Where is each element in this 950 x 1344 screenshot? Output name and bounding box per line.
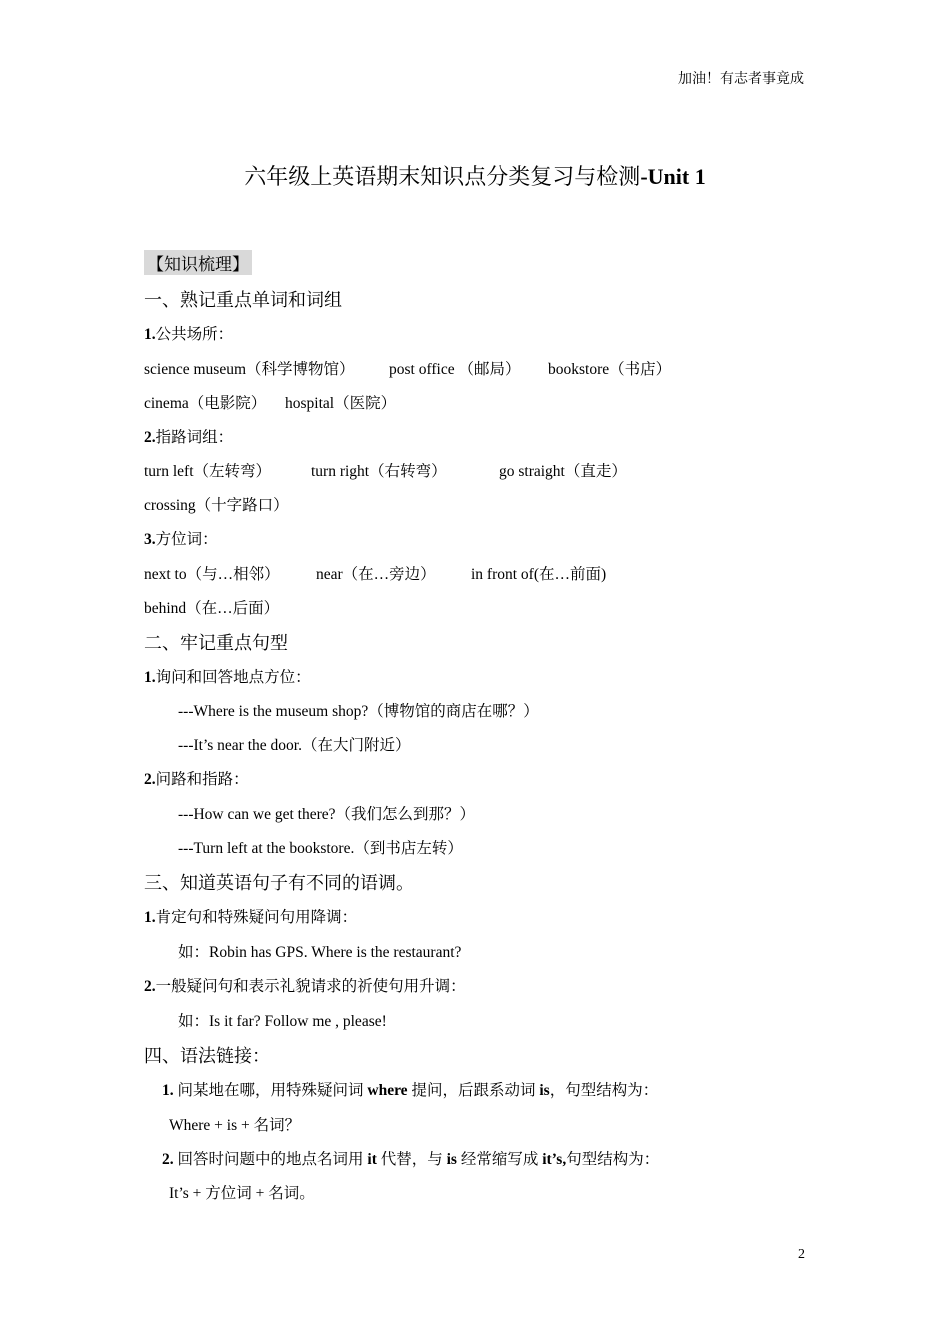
title-unit: -Unit 1	[640, 164, 706, 189]
grammar-formula-2: It’s + 方位词 + 名词。	[169, 1185, 315, 1202]
vocab-in-front-of: in front of(在…前面)	[471, 566, 607, 583]
sentence-answer-2: ---Turn left at the bookstore.（到书店左转）	[178, 840, 463, 857]
sentence-answer-1: ---It’s near the door.（在大门附近）	[178, 737, 411, 754]
vocab-science-museum: science museum（科学博物馆）	[144, 361, 355, 378]
grammar-point-1: 1. 问某地在哪，用特殊疑问词 where 提问，后跟系动词 is，句型结构为：	[162, 1082, 659, 1099]
grammar-point-2: 2. 回答时问题中的地点名词用 it 代替，与 is 经常缩写成 it’s,句型结构为：	[162, 1151, 660, 1168]
vocab-hospital: hospital（医院）	[285, 395, 397, 412]
s1-group-2: 2.指路词组：	[144, 429, 234, 446]
s3-group-1: 1.肯定句和特殊疑问句用降调：	[144, 909, 358, 926]
s1-group-3: 3.方位词：	[144, 531, 218, 548]
s2-group-2: 2.问路和指路：	[144, 771, 249, 788]
vocab-next-to: next to（与…相邻）	[144, 566, 280, 583]
vocab-post-office: post office （邮局）	[389, 361, 521, 378]
page-header: 加油！有志者事竟成	[678, 72, 804, 87]
vocab-bookstore: bookstore（书店）	[548, 361, 672, 378]
section-2-heading: 二、牢记重点句型	[144, 633, 288, 653]
vocab-go-straight: go straight（直走）	[499, 463, 627, 480]
vocab-cinema: cinema（电影院）	[144, 395, 267, 412]
vocab-crossing: crossing（十字路口）	[144, 497, 289, 514]
vocab-behind: behind（在…后面）	[144, 600, 280, 617]
sentence-question-2: ---How can we get there?（我们怎么到那？）	[178, 806, 475, 823]
page-number: 2	[798, 1247, 805, 1262]
grammar-formula-1: Where + is + 名词？	[169, 1117, 301, 1134]
section-1-heading: 一、熟记重点单词和词组	[144, 290, 342, 310]
s3-group-2: 2.一般疑问句和表示礼貌请求的祈使句用升调：	[144, 978, 466, 995]
s2-group-1: 1.询问和回答地点方位：	[144, 669, 311, 686]
section-4-heading: 四、语法链接：	[144, 1046, 270, 1066]
vocab-turn-right: turn right（右转弯）	[311, 463, 447, 480]
intonation-example-1: 如：Robin has GPS. Where is the restaurant?	[178, 944, 462, 961]
s1-group-1: 1.公共场所：	[144, 326, 234, 343]
vocab-turn-left: turn left（左转弯）	[144, 463, 271, 480]
sentence-question-1: ---Where is the museum shop?（博物馆的商店在哪？）	[178, 703, 539, 720]
intonation-example-2: 如：Is it far? Follow me , please!	[178, 1013, 387, 1030]
section-3-heading: 三、知道英语句子有不同的语调。	[144, 873, 414, 893]
page-title	[0, 160, 950, 191]
title-text: 六年级上英语期末知识点分类复习与检测	[244, 164, 641, 189]
section-tag: 【知识梳理】	[144, 250, 252, 275]
vocab-near: near（在…旁边）	[316, 566, 436, 583]
